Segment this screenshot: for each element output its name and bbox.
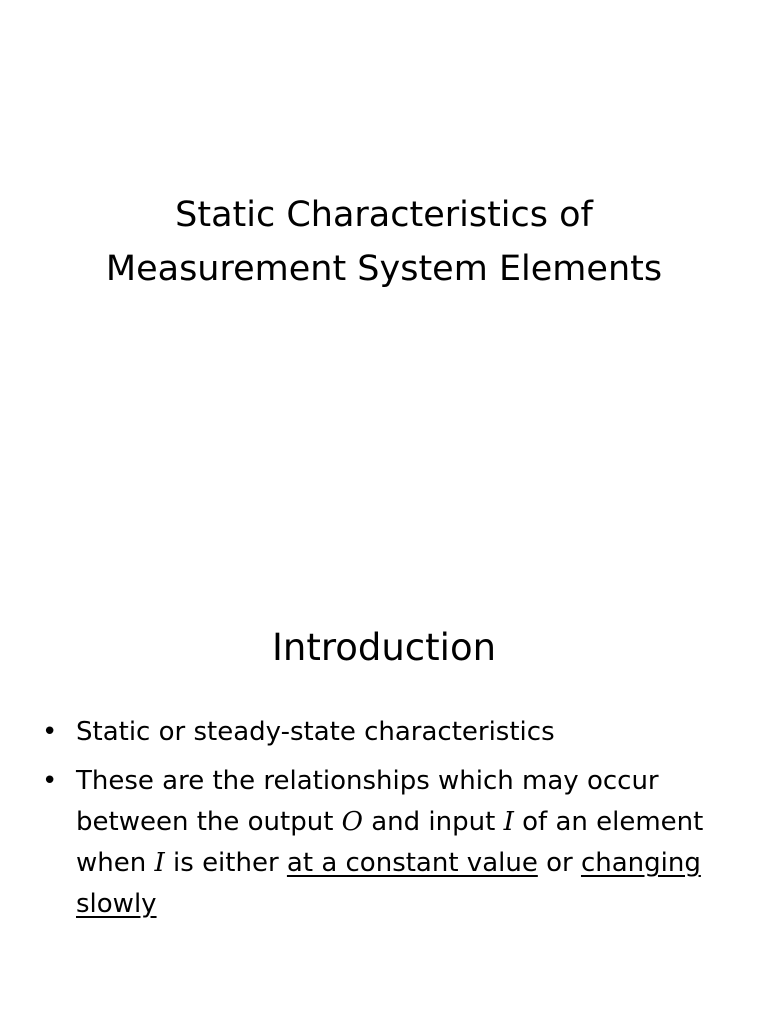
underlined-phrase-changing: changing slowly	[76, 848, 701, 919]
bullet-text-1: Static or steady-state characteristics	[76, 717, 555, 747]
bullet-text-part: is either	[164, 848, 287, 878]
math-variable-input: I	[503, 807, 514, 837]
math-variable-output: O	[341, 807, 363, 837]
bullet-text-part: or	[537, 848, 581, 878]
bullet-text-part: These are the relationships which may occur between the output	[76, 766, 659, 837]
slide-introduction	[0, 576, 768, 1024]
math-variable-input: I	[154, 848, 165, 878]
bullet-dot-icon: •	[42, 717, 58, 747]
bullet-text-part: of an element when	[76, 807, 704, 878]
bullet-item-1	[42, 712, 732, 753]
slide-title-line-1: Static Characteristics of	[175, 195, 593, 235]
bullet-text-part: and input	[362, 807, 504, 837]
bullet-item-2	[42, 761, 732, 925]
slide-title-line-2: Measurement System Elements	[105, 249, 663, 289]
slide-title	[40, 188, 728, 296]
bullet-list	[42, 712, 732, 933]
bullet-dot-icon: •	[42, 766, 58, 796]
underlined-phrase-constant: at a constant value	[286, 848, 538, 878]
slide-heading: Introduction	[271, 626, 497, 669]
